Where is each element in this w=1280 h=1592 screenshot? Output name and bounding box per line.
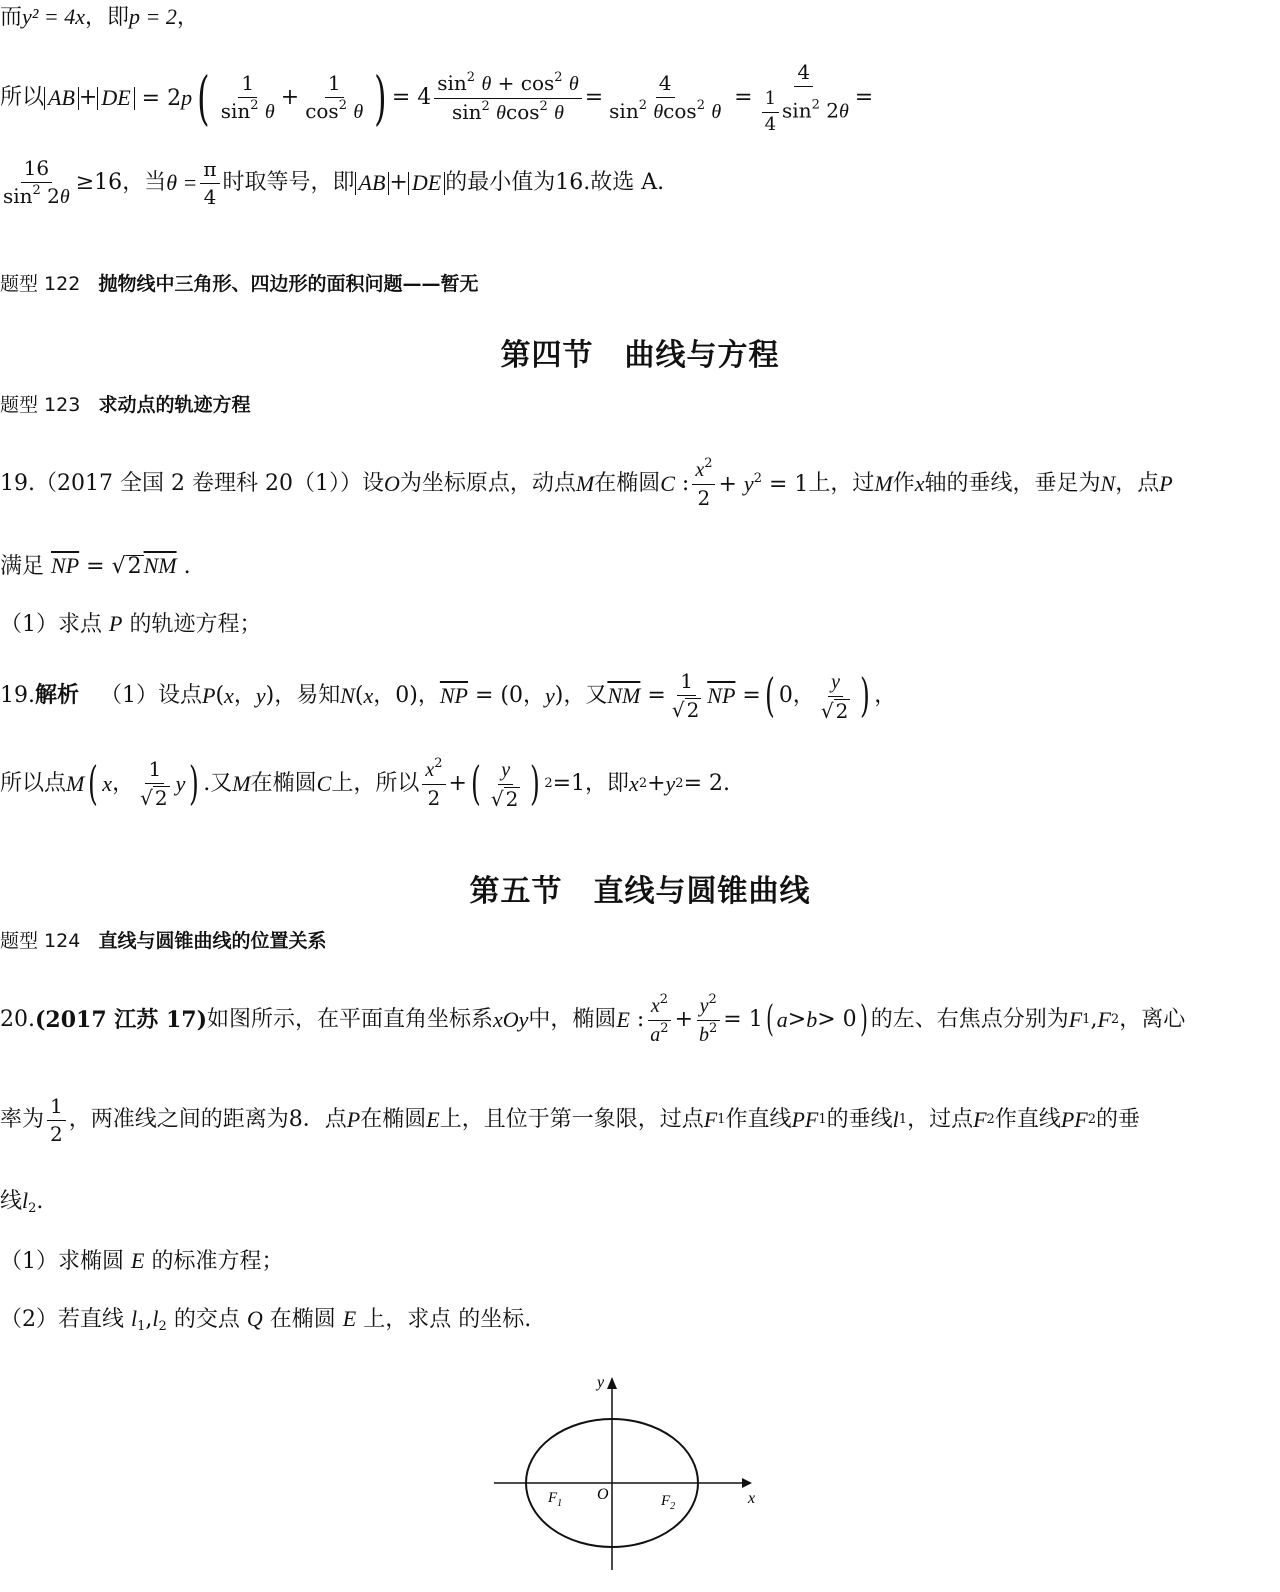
type-title: 抛物线中三角形、四边形的面积问题——暂无	[98, 273, 479, 295]
focus-1-label: $F_1$	[548, 1490, 563, 1509]
text: ≥16	[75, 170, 123, 195]
text: 8	[288, 1107, 303, 1132]
math-frac: $\frac{1}{2}$	[47, 1095, 66, 1146]
text: 如图所示，在平面直角坐标系	[206, 1007, 493, 1032]
math-frac: $\frac{1}{√ 2}$	[671, 669, 700, 722]
text: 在椭圆	[269, 1307, 336, 1332]
math: θ =	[166, 170, 198, 195]
math-frac: $\frac{\sin^2 \theta + \cos^2 \theta}{\sin^2 \theta\cos^2 \theta}$	[434, 72, 581, 125]
text: .	[723, 771, 731, 796]
type-number: 题型 124	[0, 930, 81, 952]
text: 16	[555, 170, 584, 195]
math-frac: $\frac{1}{√ 2}$	[140, 757, 168, 810]
text: 中，椭圆	[528, 1007, 617, 1032]
math: Q	[246, 1306, 263, 1331]
text: 上，且位于第一象限，过点	[439, 1107, 704, 1132]
question-type-124	[0, 932, 326, 951]
math-frac: 4 $\frac{1}{4}$ $\sin^2 2\theta$	[756, 61, 852, 135]
text: .故选 A.	[583, 170, 665, 195]
math: p = 2	[129, 4, 177, 29]
math-frac: $\frac{x^2}{2}$	[692, 458, 715, 510]
math-frac: $\frac{4}{\sin^2 \theta\cos^2 \theta}$	[609, 71, 722, 123]
math: xOy	[493, 1007, 529, 1032]
text: 轴的垂线，垂足为	[924, 471, 1101, 496]
math: E	[342, 1306, 357, 1331]
text: ，	[417, 683, 440, 708]
math: P	[109, 611, 123, 636]
math: C	[660, 471, 675, 496]
math-frac: $\frac{y}{√ 2}$	[820, 670, 849, 723]
text: ，	[176, 5, 199, 30]
math: y² = 4x	[22, 4, 85, 29]
text: ，即	[85, 5, 130, 30]
q20-part-2: （2）若直线 $l_1,l_2$ 的交点 Q 在椭圆 E 上，求点 的坐标.	[0, 1306, 532, 1334]
text: 时取等号，即	[222, 170, 355, 195]
sol19-line-2: 所以点 M ( x ， $\frac{1}{√ 2}$ y ) .又 M 在椭圆 C 上，所以 $\frac{x^2}{2}$ + ( $\frac{y}{√ 2}$ ) 2 =1，即 x 2 + y 2 = 2 .	[0, 756, 731, 811]
math: N	[1100, 471, 1116, 496]
math: E	[131, 1248, 145, 1273]
text: 作直线	[725, 1107, 792, 1132]
question-number: 20.	[0, 1007, 35, 1032]
question-number: 19.	[0, 471, 35, 496]
solution-number: 19.	[0, 683, 35, 708]
text: （1）求点	[0, 612, 102, 637]
text: ，又	[563, 683, 608, 708]
text: 的坐标.	[458, 1307, 532, 1332]
q19-part-1	[0, 613, 261, 636]
text: 的左、右焦点分别为	[870, 1007, 1069, 1032]
text: .又	[203, 771, 233, 796]
text: 线	[0, 1189, 23, 1214]
q20-part-1	[0, 1250, 283, 1273]
section-title-4: 第四节 曲线与方程	[500, 338, 780, 373]
text: 所以点	[0, 771, 67, 796]
text: 所以	[0, 85, 45, 110]
math: P	[1159, 471, 1173, 496]
text: 在椭圆	[360, 1107, 427, 1132]
text: 的标准方程；	[151, 1249, 284, 1274]
text: .	[36, 1189, 44, 1214]
math: O	[383, 471, 400, 496]
math-frac: $\frac{16}{\sin^2 2\theta}$	[3, 156, 70, 208]
text: 的垂	[1096, 1107, 1141, 1132]
text: 上，所以	[331, 771, 420, 796]
math-frac: $\frac{1}{\cos^2 \theta}$	[305, 71, 364, 123]
text: 作直线	[994, 1107, 1061, 1132]
text: ，点	[1115, 471, 1160, 496]
x-axis-arrow-icon	[742, 1478, 752, 1488]
text: 满足	[0, 554, 45, 579]
q20-line-3: 线$l_2$.	[0, 1188, 44, 1216]
line-3: $\frac{16}{\sin^2 2\theta}$ ≥16 ，当 θ = $\frac{\pi}{4}$ 时取等号，即 AB + DE 的最小值为 16 .故选 A.	[0, 155, 664, 211]
text: 上，过	[808, 471, 875, 496]
text: 的最小值为	[445, 170, 556, 195]
text: 率为	[0, 1107, 45, 1132]
text: 的垂线	[826, 1107, 893, 1132]
text: ，	[874, 683, 897, 708]
text: （1）求椭圆	[0, 1249, 124, 1274]
math: E	[616, 1007, 630, 1032]
text: 在椭圆	[250, 771, 317, 796]
text: ，当	[122, 170, 167, 195]
math-abs-ab: AB	[44, 87, 79, 110]
line-2-formula: 所以 AB + DE = 2p ( $\frac{1}{\sin^2 \theta}$ + $\frac{1}{\cos^2 \theta}$ ) = 4 $\frac{\sin^2 \theta + \cos^2 \theta}{\sin^2 \theta\cos^2 \theta}$ = $\frac{4}{\sin^2 \theta\cos^2 \theta}$ = 4 $\frac{1}{4}$ $\sin^2 2\theta$ =	[0, 59, 874, 135]
text: ．点	[302, 1107, 347, 1132]
q19-line-2: 满足 $\overline{NP} = √2\overline{NM}$ .	[0, 553, 191, 579]
q19-line-1: 19. （2017 全国 2 卷理科 20（1）） 设 O 为坐标原点，动点 M 在椭圆 C : $\frac{x^2}{2}$ + $y^2 = 1$ 上，过 M 作 x 轴的垂线，垂足为 N ，点 P	[0, 456, 1173, 510]
type-title: 直线与圆锥曲线的位置关系	[98, 930, 327, 952]
type-title: 求动点的轨迹方程	[98, 394, 251, 416]
origin-label: O	[597, 1486, 609, 1503]
y-axis-arrow-icon	[607, 1377, 617, 1389]
text: 在椭圆	[594, 471, 661, 496]
line-1	[0, 6, 199, 29]
question-source: (2017 江苏 17)	[35, 1007, 207, 1033]
text: 而	[0, 5, 23, 30]
question-type-123	[0, 396, 250, 415]
solution-label: 解析	[35, 683, 80, 708]
text: （1）设点	[100, 683, 202, 708]
math: M	[575, 471, 595, 496]
text: 的交点	[173, 1307, 240, 1332]
text: 的轨迹方程；	[129, 612, 262, 637]
math-frac: $\frac{x^2}{a^2}$	[647, 994, 671, 1047]
ellipse-figure	[480, 1365, 780, 1585]
text: ，易知	[274, 683, 341, 708]
sol19-line-1: 19. 解析 （1）设点 P ( x ， y ) ，易知 N ( x ，0) ， $\overline{NP}$ = (0， y ) ，又 $\overline{NM}$ = $\frac{1}{√ 2}$ $\overline{NP}$ = ( 0， $\frac{y}{√ 2}$ ) ，	[0, 668, 897, 723]
text: 上，求点	[363, 1307, 452, 1332]
math-abs-de: DE	[97, 87, 134, 110]
text: ，两准线之间的距离为	[68, 1107, 289, 1132]
text: =	[854, 85, 874, 110]
text: =1，即	[552, 771, 630, 796]
math-frac: $\frac{\pi}{4}$	[200, 158, 219, 209]
math-frac: $\frac{y}{√ 2}$	[490, 758, 519, 811]
math-frac: $\frac{1}{\sin^2 \theta}$	[220, 71, 275, 123]
focus-2-label: $F_2$	[661, 1493, 676, 1512]
x-axis-label: x	[748, 1490, 756, 1507]
math-frac: $\frac{y^2}{b^2}$	[696, 994, 720, 1047]
q20-line-2: 率为 $\frac{1}{2}$ ，两准线之间的距离为 8 ．点 P 在椭圆 E 上，且位于第一象限，过点 F 1 作直线 PF 1 的垂线 l 1 ，过点 F 2 作直线 PF 2 的垂	[0, 1093, 1141, 1146]
q20-line-1: 20. (2017 江苏 17) 如图所示，在平面直角坐标系 xOy 中，椭圆 E : $\frac{x^2}{a^2}$ + $\frac{y^2}{b^2}$ = 1 ( a > b > 0 ) 的左、右焦点分别为 F 1 , F 2 ，离心	[0, 991, 1186, 1046]
question-source: （2017 全国 2 卷理科 20（1））	[35, 471, 362, 496]
text: ，过点	[907, 1107, 974, 1132]
type-number: 题型 122	[0, 273, 81, 295]
text: （2）若直线	[0, 1307, 124, 1332]
section-title-5: 第五节 直线与圆锥曲线	[469, 874, 811, 909]
text: 为坐标原点，动点	[399, 471, 576, 496]
math: M	[874, 471, 893, 496]
text: 设	[361, 471, 384, 496]
text: ，离心	[1119, 1007, 1186, 1032]
math: x	[914, 471, 925, 496]
text: 作	[892, 471, 915, 496]
y-axis-label: y	[597, 1374, 605, 1391]
question-type-122	[0, 275, 478, 294]
type-number: 题型 123	[0, 394, 81, 416]
math-frac: $\frac{x^2}{2}$	[422, 758, 445, 810]
